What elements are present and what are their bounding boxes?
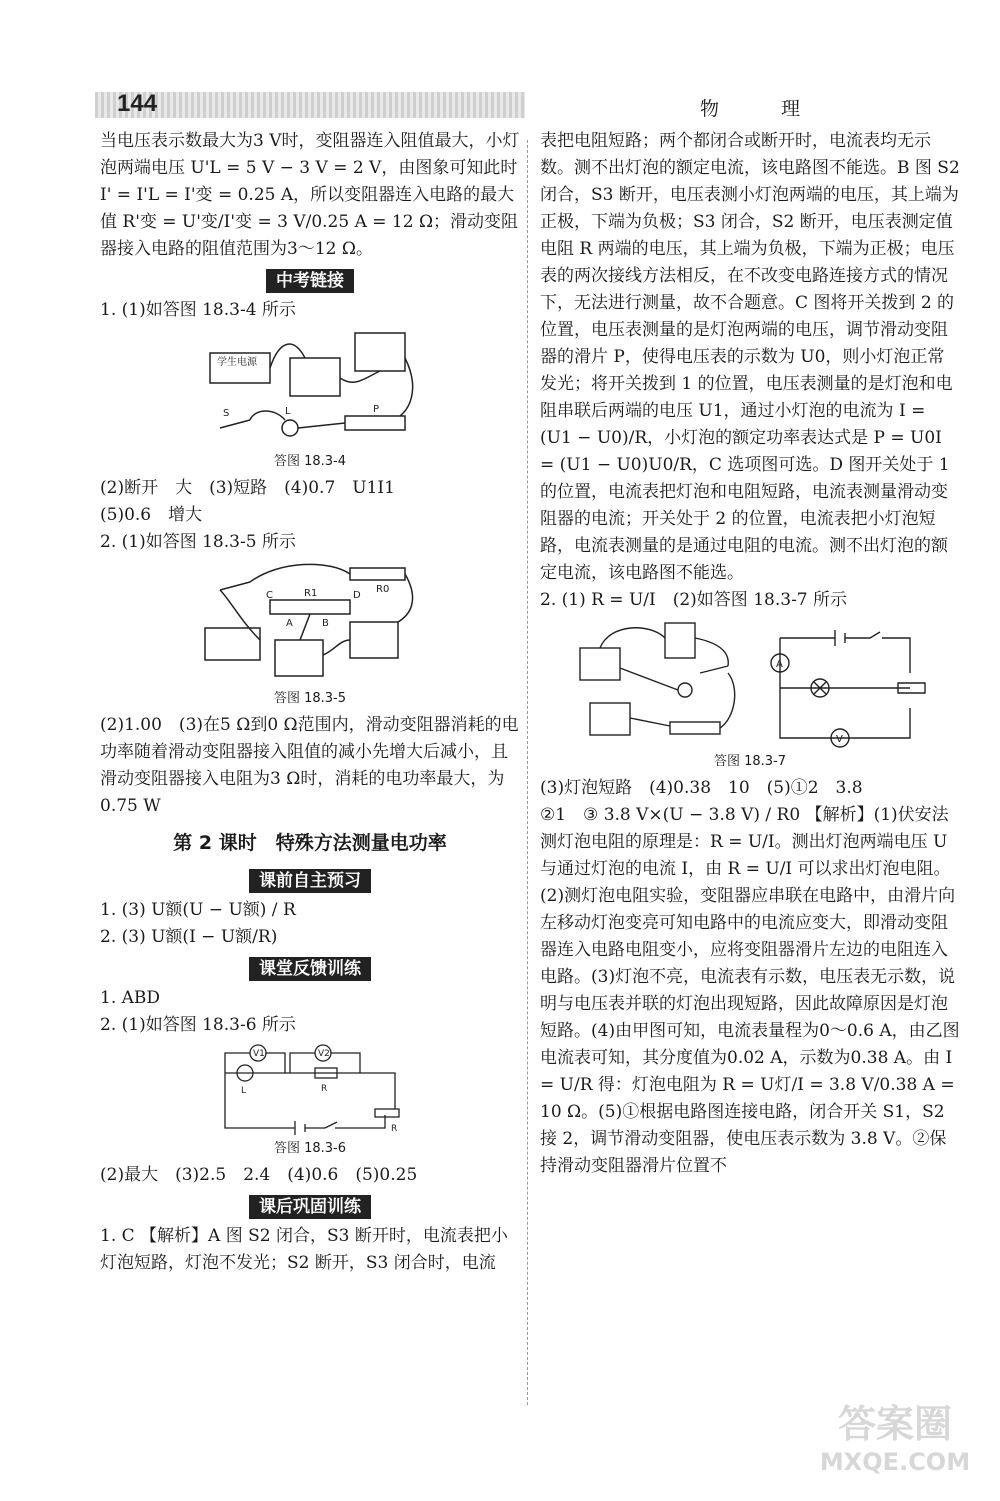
switch-icon: [325, 1122, 337, 1128]
answer-line: (2)最大 (3)2.5 2.4 (4)0.6 (5)0.25: [100, 1165, 418, 1185]
answer-paragraph: 1. C 【解析】A 图 S2 闭合，S3 断开时，电流表把小灯泡短路，灯泡不发光；S2 断开，S3 闭合时，电流: [100, 1226, 508, 1273]
power-supply-icon: [205, 628, 260, 660]
ammeter-icon: [590, 703, 630, 735]
figure-caption: 答图 18.3-4: [273, 454, 347, 469]
solution-paragraph: 当电压表示数最大为3 V时，变阻器连入阻值最大，小灯泡两端电压 U'L = 5 V − 3 V = 2 V，由图象可知此时 I' = I'L = I'变 = 0.25 A，所以变阻器连入电路的最大值 R'变 = U'变/I'变 = 3 V/0.25 A = 12 Ω；滑动变阻器接入电路的阻值范围为3～12 Ω。: [100, 131, 520, 259]
voltmeter-icon: [350, 622, 398, 658]
terminal-c-label: C: [266, 590, 273, 601]
lamp-label: L: [241, 1086, 247, 1096]
circuit-figure-18-3-7: [570, 618, 930, 748]
r0-label: R0: [376, 584, 390, 595]
section-heading-preview: 课前自主预习: [249, 869, 371, 893]
answer-line: 2. (1)如答图 18.3-6 所示: [100, 1015, 296, 1035]
r1-label: R1: [304, 588, 318, 599]
subject-title: 物 理: [700, 98, 829, 120]
solution-paragraph: 表把电阻短路；两个都闭合或断开时，电流表均无示数。测不出灯泡的额定电流，该电路图不能选。B 图 S2 闭合，S3 断开，电压表测小灯泡两端的电压，其上端为正极，下端为负极；S3 闭合，S2 断开，电压表测定值电阻 R 两端的电压，其上端为负极，下端为正极；电压表的两次接线方法相反，在不改变电路连接方式的情况下，无法进行测量，故不合题意。C 图将开关拨到 2 的位置，电压表测量的是灯泡两端的电压，调节滑动变阻器的滑片 P，使得电压表的示数为 U0，则小灯泡正常发光；将开关拨到 1 的位置，电压表测量的是灯泡和电阻串联后两端的电压 U1，通过小灯泡的电流为 I = (U1 − U0)/R，小灯泡的额定功率表达式是 P = U0I = (U1 − U0)U0/R，C 选项图可选。D 图开关处于 1 的位置，电流表把灯泡和电阻短路，电流表测量滑动变阻器的电流；开关处于 2 的位置，电流表把小灯泡短路，电流表测量的是通过电阻的电流。测不出灯泡的额定电流，该电路图不能选。: [540, 131, 960, 583]
switch-icon: [220, 420, 250, 428]
switch-label: S: [223, 408, 230, 419]
watermark-logo: [800, 1400, 990, 1495]
figure-caption: 答图 18.3-5: [273, 691, 347, 706]
rheostat-icon: [375, 1109, 399, 1117]
circuit-figure-18-3-6: [215, 1043, 405, 1135]
terminal-a-label: A: [286, 618, 293, 629]
voltmeter-label: V: [836, 734, 843, 745]
section-heading-zhongkao: 中考链接: [266, 269, 354, 293]
figure-caption: 答图 18.3-7: [713, 754, 787, 769]
resistor-r0-icon: [350, 568, 405, 580]
ammeter-label: A: [776, 659, 783, 670]
page-header: [95, 88, 965, 122]
switch-icon: [220, 582, 250, 590]
answer-line: 1. (1)如答图 18.3-4 所示: [100, 300, 296, 320]
answer-paragraph: (2)1.00 (3)在5 Ω到0 Ω范围内，滑动变阻器消耗的电功率随着滑动变阻器接入阻值的减小先增大后减小，且滑动变阻器接入电阻为3 Ω时，消耗的电功率最大，为0.75 W: [100, 715, 519, 816]
rheostat-icon: [345, 416, 405, 430]
answer-line: 1. ABD: [100, 988, 161, 1008]
lamp-icon: [282, 420, 298, 436]
lamp-icon: [678, 683, 692, 697]
answer-line: 2. (3) U额(I − U额/R): [100, 927, 278, 947]
ammeter-icon: [275, 640, 323, 676]
battery-icon: [665, 623, 695, 658]
page-number: 144: [117, 90, 158, 117]
power-supply-label: 学生电源: [217, 357, 257, 368]
slider-label: P: [373, 404, 380, 415]
watermark-url: MXQE.COM: [819, 1448, 971, 1476]
ammeter-icon: [290, 358, 340, 396]
v2-label: V2: [318, 1049, 330, 1059]
rheostat-icon: [670, 722, 720, 734]
left-column: [100, 128, 520, 1277]
switch-icon: [700, 666, 728, 673]
answer-line: (5)0.6 增大: [100, 505, 203, 525]
resistor-label: R: [321, 1084, 328, 1094]
answer-line: 1. (3) U额(U − U额) / R: [100, 900, 296, 920]
answer-line: 2. (1) R = U/I (2)如答图 18.3-7 所示: [540, 590, 848, 610]
circuit-figure-18-3-4: [205, 328, 415, 448]
terminal-d-label: D: [353, 590, 361, 601]
v1-label: V1: [253, 1049, 265, 1059]
watermark-title: 答案圈: [837, 1402, 952, 1446]
answer-paragraph: ②1 ③ 3.8 V×(U − 3.8 V) / R0 【解析】(1)伏安法测灯泡电阻的原理是：R = U/I。测出灯泡两端电压 U 与通过灯泡的电流 I，由 R = U/I 可以求出灯泡电阻。(2)测灯泡电阻实验，变阻器应串联在电路中，由滑片向左移动灯泡变亮可知电路中的电流应变大，即滑动变阻器连入电路电阻变小，应将变阻器滑片左边的电阻连入电路。(3)灯泡不亮，电流表有示数，电压表无示数，说明与电压表并联的灯泡出现短路，因此故障原因是灯泡短路。(4)由甲图可知，电流表量程为0～0.6 A，由乙图电流表可知，其分度值为0.02 A，示数为0.38 A。由 I = U/R 得：灯泡电阻为 R = U灯/I = 3.8 V/0.38 A = 10 Ω。(5)①根据电路图连接电路，闭合开关 S1，S2 接 2，调节滑动变阻器，使电压表示数为 3.8 V。②保持滑动变阻器滑片位置不: [540, 805, 960, 1176]
voltmeter-icon: [355, 333, 405, 371]
circuit-figure-18-3-5: [200, 560, 420, 685]
lesson-title: 第 2 课时 特殊方法测量电功率: [173, 832, 447, 854]
terminal-b-label: B: [322, 618, 329, 629]
section-heading-consolidate: 课后巩固训练: [249, 1195, 371, 1219]
section-heading-feedback: 课堂反馈训练: [249, 957, 371, 981]
right-column: [540, 128, 960, 1180]
voltmeter-icon: [580, 648, 620, 680]
header-band: [95, 92, 525, 118]
figure-caption: 答图 18.3-6: [273, 1141, 347, 1156]
rheostat-icon: [270, 600, 350, 614]
answer-line: (2)断开 大 (3)短路 (4)0.7 U1I1: [100, 478, 395, 498]
answer-line: 2. (1)如答图 18.3-5 所示: [100, 532, 296, 552]
answer-line: (3)灯泡短路 (4)0.38 10 (5)①2 3.8: [540, 778, 863, 798]
rheostat-label: R: [391, 1124, 398, 1134]
lamp-label: L: [285, 406, 291, 417]
column-divider: [527, 140, 528, 1405]
